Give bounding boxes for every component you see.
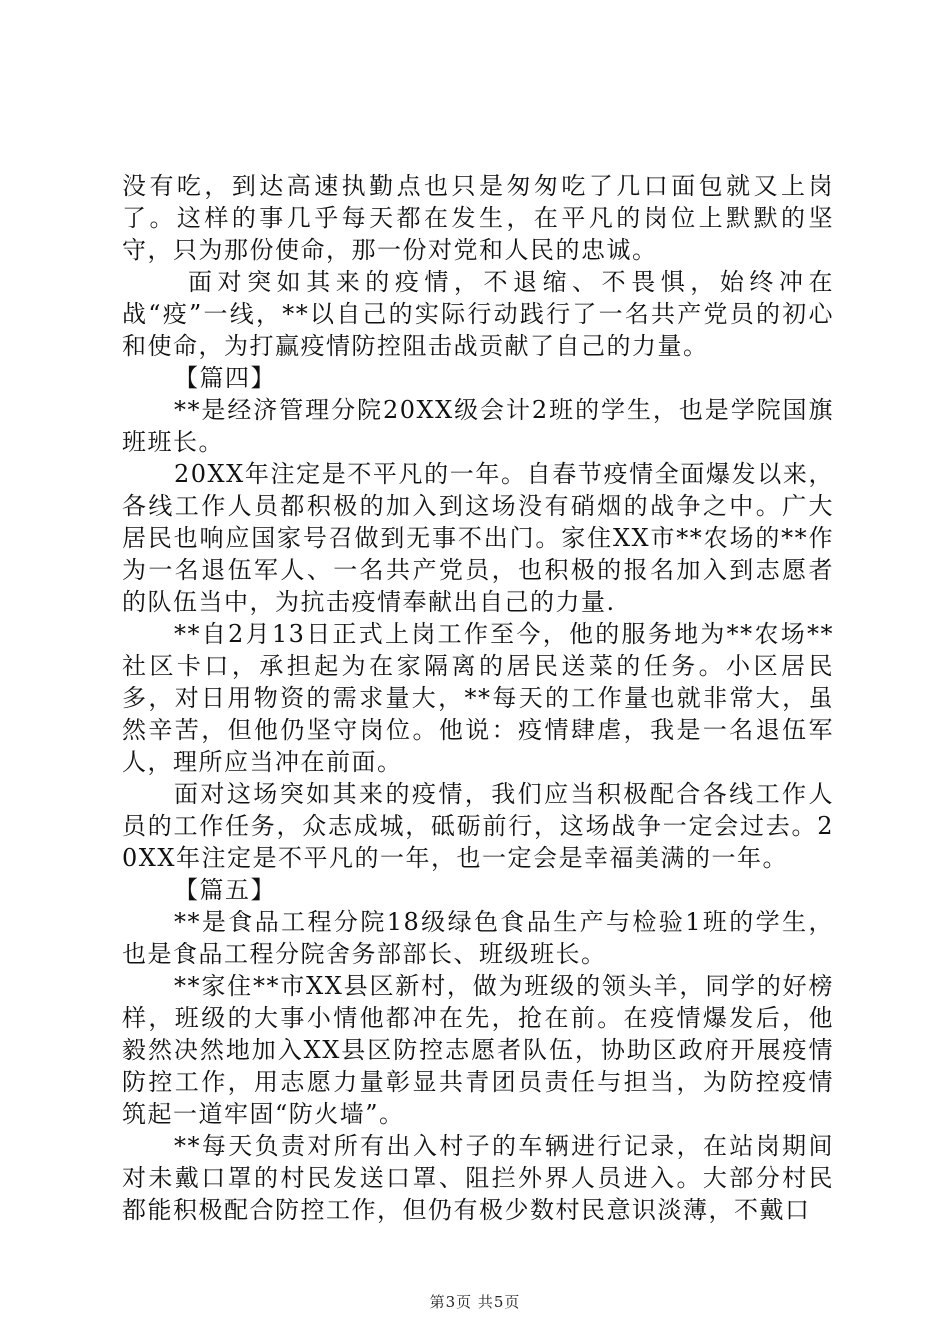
paragraph: 20XX年注定是不平凡的一年。自春节疫情全面爆发以来，各线工作人员都积极的加入到这场没有硝烟的战争之中。广大居民也响应国家号召做到无事不出门。家住XX市**农场的**作为一名退伍军人、一名共产党员，也积极的报名加入到志愿者的队伍当中，为抗击疫情奉献出自己的力量. bbox=[122, 460, 834, 616]
page-number-footer: 第3页 共5页 bbox=[429, 1293, 521, 1311]
paragraph: **自2月13日正式上岗工作至今，他的服务地为**农场**社区卡口，承担起为在家隔离的居民送菜的任务。小区居民多，对日用物资的需求量大，**每天的工作量也就非常大，虽然辛苦，但他仍坚守岗位。他说：疫情肆虐，我是一名退伍军人，理所应当冲在前面。 bbox=[122, 620, 834, 776]
paragraph: **家住**市XX县区新村，做为班级的领头羊，同学的好榜样，班级的大事小情他都冲在先，抢在前。在疫情爆发后，他毅然决然地加入XX县区防控志愿者队伍，协助区政府开展疫情防控工作，用志愿力量彰显共青团员责任与担当，为防控疫情筑起一道牢固“防火墙”。 bbox=[122, 972, 834, 1128]
document-body bbox=[122, 170, 834, 1226]
paragraph: **是经济管理分院20XX级会计2班的学生，也是学院国旗班班长。 bbox=[122, 396, 834, 456]
paragraph: 面对突如其来的疫情，不退缩、不畏惧，始终冲在战“疫”一线，**以自己的实际行动践行了一名共产党员的初心和使命，为打赢疫情防控阻击战贡献了自己的力量。 bbox=[122, 268, 834, 360]
paragraph: 面对这场突如其来的疫情，我们应当积极配合各线工作人员的工作任务，众志成城，砥砺前行，这场战争一定会过去。20XX年注定是不平凡的一年，也一定会是幸福美满的一年。 bbox=[122, 780, 834, 872]
paragraph: 没有吃，到达高速执勤点也只是匆匆吃了几口面包就又上岗了。这样的事几乎每天都在发生，在平凡的岗位上默默的坚守，只为那份使命，那一份对党和人民的忠诚。 bbox=[122, 172, 834, 264]
section-heading: 【篇五】 bbox=[174, 876, 276, 904]
section-heading: 【篇四】 bbox=[174, 364, 276, 392]
paragraph: **是食品工程分院18级绿色食品生产与检验1班的学生，也是食品工程分院舍务部部长、班级班长。 bbox=[122, 908, 834, 968]
paragraph: **每天负责对所有出入村子的车辆进行记录，在站岗期间对未戴口罩的村民发送口罩、阻拦外界人员进入。大部分村民都能积极配合防控工作，但仍有极少数村民意识淡薄，不戴口 bbox=[122, 1132, 834, 1224]
